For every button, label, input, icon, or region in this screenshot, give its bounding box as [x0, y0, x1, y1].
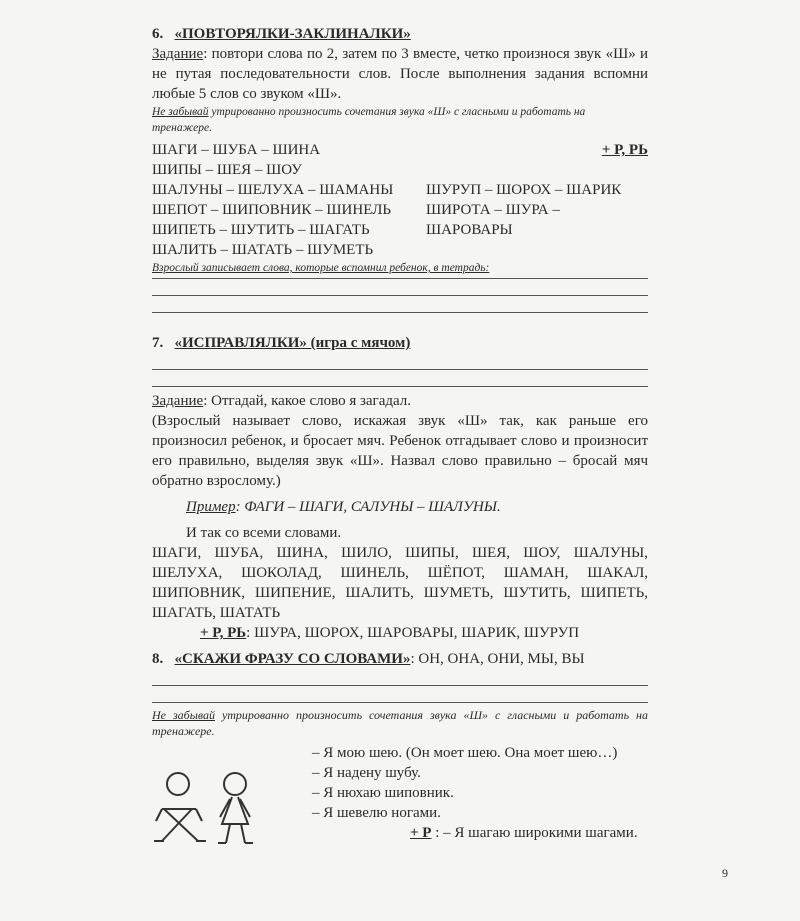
task-text: путая последовательности слов. После выполнения задания вспомни любые 5	[152, 66, 648, 102]
word-row: ШАЛУНЫ – ШЕЛУХА – ШАМАНЫ	[152, 182, 394, 198]
reminder-note	[152, 707, 648, 739]
instruction-text: И так со всеми словами.	[186, 525, 342, 541]
page-number: 9	[722, 866, 728, 880]
task-paragraph	[152, 44, 648, 104]
section-number: 7.	[152, 335, 164, 351]
description-line: ребенок, и бросает мяч. Ребенок отгадывает слово и произносит его правильно,	[152, 433, 649, 469]
example-sentence	[410, 823, 648, 843]
document-page	[152, 0, 728, 921]
section-number: 6.	[152, 26, 164, 42]
word-row: ШИПЕНИЕ, ШАЛИТЬ, ШУМЕТЬ, ШУТИТЬ, ШИПЕТЬ, ШАГАТЬ, ШАТАТЬ	[152, 585, 648, 621]
section-8-heading	[152, 649, 648, 669]
writing-line	[152, 369, 648, 370]
task-line	[152, 391, 648, 411]
note-text: утрированно произносить сочетания звука «Ш» с гласными и работать на	[214, 708, 648, 722]
sentence-text: : – Я шагаю широкими шагами.	[431, 825, 638, 841]
reminder-note	[152, 104, 648, 136]
section-title-rest: : ОН, ОНА, ОНИ, МЫ, ВЫ	[410, 651, 585, 667]
section-7-heading	[152, 333, 648, 353]
example-text: : ФАГИ – ШАГИ, САЛУНЫ – ШАЛУНЫ.	[235, 499, 501, 515]
description-line: выделяя звук «Ш». Назвал слово правильно – бросай мяч обратно взрослому.)	[152, 453, 649, 489]
description-paragraph	[152, 411, 648, 491]
example-sentence: – Я шевелю ногами.	[312, 805, 441, 821]
word-row: ШИПЫ – ШЕЯ – ШОУ	[152, 162, 302, 178]
plus-r-row	[200, 623, 648, 643]
word-row: ШОКОЛАД, ШИНЕЛЬ, ШЁПОТ, ШАМАН, ШАКАЛ, ШИПОВНИК,	[152, 565, 648, 601]
section-title: «ПОВТОРЯЛКИ-ЗАКЛИНАЛКИ»	[174, 26, 411, 42]
writing-line	[152, 386, 648, 387]
note-text: тренажере.	[152, 724, 215, 738]
note-text: утрированно произносить сочетания звука «Ш» с гласными и работать на тренажере.	[152, 106, 586, 134]
word-columns	[152, 140, 648, 260]
girl-figure-icon	[218, 773, 253, 843]
example-sentence: – Я мою шею. (Он моет шею. Она моет шею…)	[312, 745, 618, 761]
task-label: Задание	[152, 46, 204, 62]
section-title: «СКАЖИ ФРАЗУ СО СЛОВАМИ»	[174, 651, 411, 667]
writing-line	[152, 278, 648, 279]
word-row: ШАГИ, ШУБА, ШИНА, ШИЛО, ШИПЫ, ШЕЯ, ШОУ, ШАЛУНЫ, ШЕЛУХА,	[152, 545, 648, 581]
example-sentence: – Я надену шубу.	[312, 765, 421, 781]
example-sentence: – Я нюхаю шиповник.	[312, 785, 454, 801]
adult-note: Взрослый записывает слова, которые вспомнил ребенок, в тетрадь:	[152, 262, 490, 274]
section-title: «ИСПРАВЛЯЛКИ» (игра с мячом)	[174, 335, 411, 351]
task-text: : повтори слова по 2, затем по 3 вместе, четко произнося звук «Ш» и не	[152, 46, 648, 82]
figures-and-sentences	[152, 743, 648, 851]
note-label: Не забывай	[152, 106, 209, 118]
plus-r-label: + Р, РЬ	[601, 142, 648, 158]
writing-line	[152, 312, 648, 313]
boy-figure-icon	[154, 773, 206, 841]
word-row: ШИПЕТЬ – ШУТИТЬ – ШАГАТЬ	[152, 222, 370, 238]
word-row: ШАГИ – ШУБА – ШИНА	[152, 142, 321, 158]
example-label: Пример	[186, 499, 236, 515]
plus-r-label: + Р, РЬ	[200, 625, 247, 641]
section-number: 8.	[152, 651, 164, 667]
word-paragraph	[152, 543, 648, 623]
note-label: Не забывай	[152, 708, 215, 722]
task-text: : Отгадай, какое слово я загадал.	[203, 393, 412, 409]
word-row: ШУРУП – ШОРОХ – ШАРИК	[426, 182, 622, 198]
section-6-heading	[152, 24, 648, 44]
task-text: слов со звуком «Ш».	[210, 86, 342, 102]
writing-line	[152, 295, 648, 296]
word-row: ШЕПОТ – ШИПОВНИК – ШИНЕЛЬ	[152, 202, 391, 218]
writing-line	[152, 702, 648, 703]
example-line	[186, 497, 648, 517]
word-row: ШИРОТА – ШУРА – ШАРОВАРЫ	[426, 202, 560, 238]
plus-r-label: + Р	[410, 825, 432, 841]
plus-r-words: : ШУРА, ШОРОХ, ШАРОВАРЫ, ШАРИК, ШУРУП	[246, 625, 580, 641]
word-row: ШАЛИТЬ – ШАТАТЬ – ШУМЕТЬ	[152, 242, 374, 258]
writing-line	[152, 685, 648, 686]
example-sentences	[312, 743, 648, 843]
description-line: (Взрослый называет слово, искажая звук «Ш» так, как раньше его произносил	[152, 413, 648, 449]
stick-figures-illustration	[152, 767, 272, 851]
task-label: Задание	[152, 393, 204, 409]
